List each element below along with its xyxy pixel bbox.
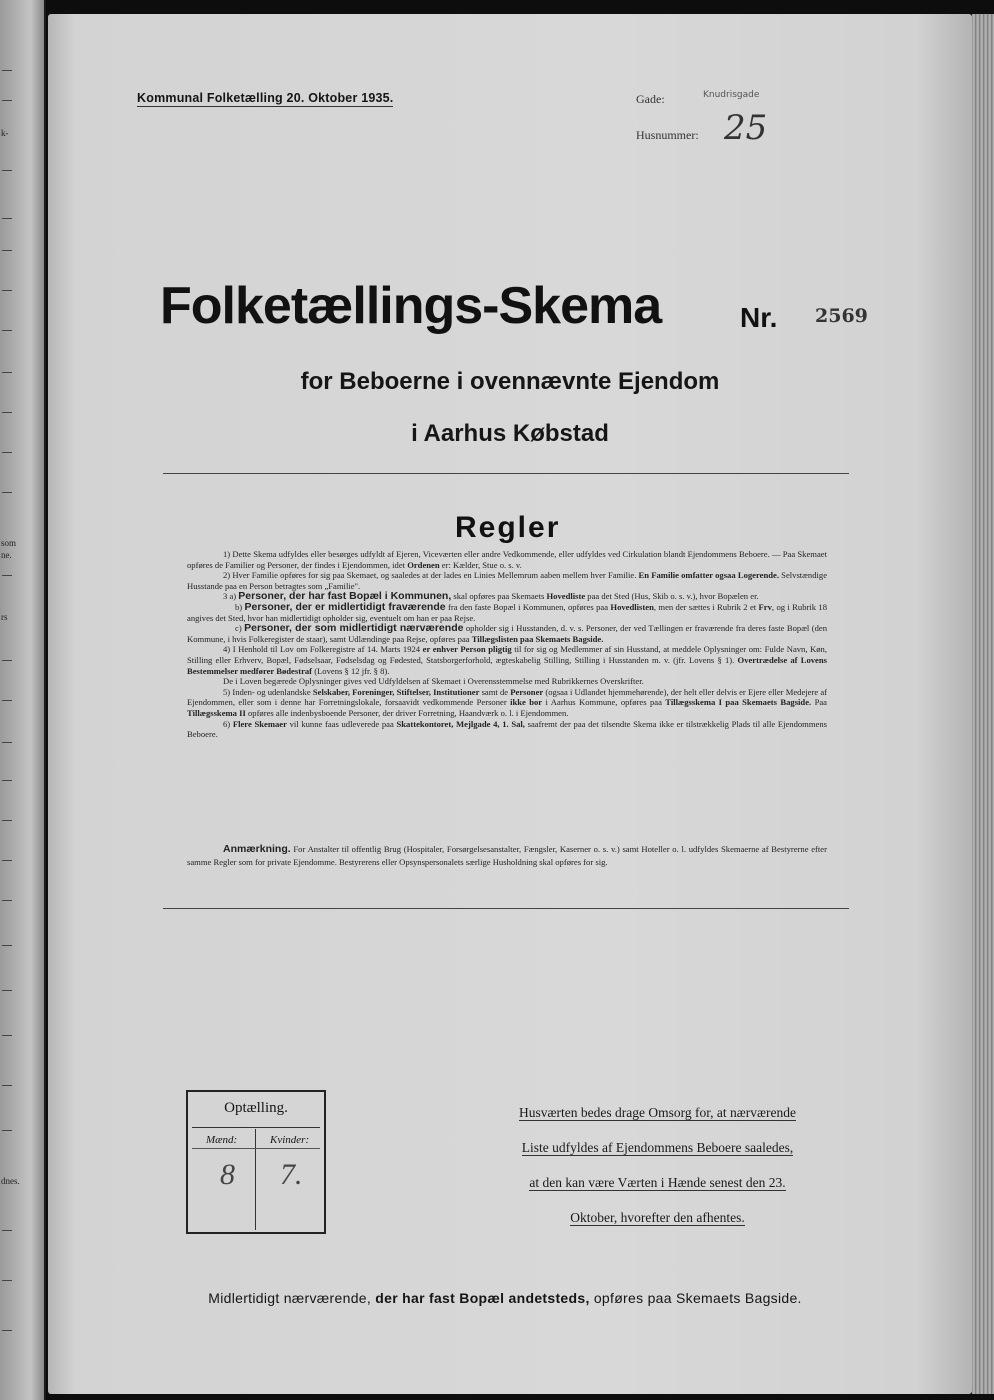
margin-rule bbox=[2, 1330, 12, 1331]
form-title: Folketællings-Skema bbox=[160, 277, 662, 335]
form-location: i Aarhus Købstad bbox=[411, 420, 609, 447]
tally-rule bbox=[192, 1127, 320, 1128]
stacked-page-edges bbox=[972, 14, 994, 1394]
rule-4-note: De i Loven begærede Oplysninger gives ved Udfyldelsen af Skemaet i Overensstemmelse med Rubrikkernes Overskrifter. bbox=[223, 676, 644, 687]
margin-rule bbox=[2, 945, 12, 946]
margin-rule bbox=[2, 218, 12, 219]
landlord-notice bbox=[480, 1095, 835, 1235]
house-number-handwritten: 25 bbox=[724, 108, 768, 148]
margin-rule bbox=[2, 70, 12, 71]
margin-rule bbox=[2, 860, 12, 861]
remark-label: Anmærkning. bbox=[223, 843, 291, 855]
tally-men-label: Mænd: bbox=[206, 1134, 238, 1146]
margin-rule bbox=[2, 1230, 12, 1231]
margin-rule bbox=[2, 452, 12, 453]
previous-page-edge bbox=[0, 0, 46, 1400]
margin-rule bbox=[2, 290, 12, 291]
margin-rule bbox=[2, 1130, 12, 1131]
margin-rule bbox=[2, 900, 12, 901]
tally-box bbox=[186, 1090, 326, 1234]
margin-rule bbox=[2, 1085, 12, 1086]
rule-2: 2) Hver Familie opføres for sig paa Skemaet, og saaledes at der lades en Linies Mellemrum aaben mellem hver Familie. En Familie omfatter ogsaa Logerende. Selvstændige Husstande paa en Person betragtes som „Familie". bbox=[187, 570, 828, 591]
rule-6: 6) Flere Skemaer vil kunne faas udleverede paa Skattekontoret, Mejlgade 4, 1. Sal, saafremt der paa det tilsendte Skema ikke er tilstrækkelig Plads til alle Ejendommens Beboere. bbox=[187, 718, 828, 740]
form-subtitle: for Beboerne i ovennævnte Ejendom bbox=[300, 368, 720, 395]
rule-5: 5) Inden- og udenlandske Selskaber, Foreninger, Stiftelser, Institutioner samt de Personer (ogsaa i Udlandet hjemmehørende), der helt eller delvis er Ejere eller Medejere af Ejendommen, eller som i denne har Forretningslokale, forsaavidt vedkommende Personer ikke bor i Aarhus Kommune, opføres paa Tillægsskema I paa Skemaets Bagside. Paa Tillægsskema II opføres alle indenbysboende Personer, der driver Forretning, Haandværk o. l. i Ejendommen. bbox=[187, 686, 827, 718]
margin-fragment: dnes. bbox=[1, 1176, 20, 1186]
census-date-label: Kommunal Folketælling 20. Oktober 1935. bbox=[137, 91, 394, 105]
form-number-label: Nr. bbox=[740, 302, 778, 333]
tally-column-divider bbox=[255, 1129, 256, 1230]
margin-rule bbox=[2, 990, 12, 991]
margin-rule bbox=[2, 820, 12, 821]
tally-women-label: Kvinder: bbox=[270, 1134, 310, 1146]
tally-rule bbox=[192, 1148, 320, 1149]
margin-rule bbox=[2, 170, 12, 171]
divider bbox=[163, 473, 849, 474]
margin-fragment: ne. bbox=[1, 550, 12, 560]
rules-heading: Regler bbox=[455, 511, 561, 544]
margin-fragment: k- bbox=[1, 128, 9, 138]
margin-rule bbox=[2, 412, 12, 413]
notice-line: at den kan være Værten i Hænde senest den 23. bbox=[529, 1175, 786, 1190]
notice-line: Liste udfyldes af Ejendommens Beboere saaledes, bbox=[521, 1140, 794, 1155]
margin-rule bbox=[2, 1280, 12, 1281]
divider bbox=[163, 908, 849, 909]
margin-rule bbox=[2, 742, 12, 743]
margin-rule bbox=[2, 1035, 12, 1036]
margin-rule bbox=[2, 372, 12, 373]
margin-rule bbox=[2, 330, 12, 331]
margin-rule bbox=[2, 250, 12, 251]
margin-rule bbox=[2, 660, 12, 661]
street-stamp: Knudrisgade bbox=[703, 90, 760, 100]
tally-title: Optælling. bbox=[224, 1100, 288, 1116]
margin-rule bbox=[2, 492, 12, 493]
rule-3a: 3 a) Personer, der har fast Bopæl i Kommunen, skal opføres paa Skemaets Hovedliste paa det Sted (Hus, Skib o. s. v.), hvor Bopælen er. bbox=[223, 590, 759, 603]
rule-4: 4) I Henhold til Lov om Folkeregistre af 14. Marts 1924 er enhver Person pligtig til for sig og Medlemmer af sin Husstand, at meddele Oplysninger om: Fulde Navn, Køn, Stilling eller Erhverv, Bopæl, Fødselsaar, Fødselsdag og Fødested, Statsborgerforhold, ægteskabelig Stilling, Stilling i Husstanden m. v. (jfr. Lovens § 1). Overtrædelse af Lovens Bestemmelser medfører Bødestraf (Lovens § 12 jfr. § 8). bbox=[187, 644, 827, 676]
rule-3c: c) Personer, der som midlertidigt nærværende opholder sig i Husstanden, d. v. s. Personer, der ved Tællingen er fraværende fra deres faste Bopæl (den Kommune, i hvis Folkeregister de staar), samt Udlændinge paa Rejse, opføres paa Tillægslisten paa Skemaets Bagside. bbox=[187, 622, 828, 644]
margin-fragment: rs bbox=[1, 612, 8, 622]
notice-line: Husværten bedes drage Omsorg for, at nærværende bbox=[518, 1105, 797, 1120]
margin-fragment: som bbox=[1, 538, 17, 548]
remark-text: Anmærkning. For Anstalter til offentlig Brug (Hospitaler, Forsørgelsesanstalter, Fængsler, Kaserner o. s. v.) samt Hoteller o. l. udfyldes Skemaerne af Bestyrerne efter samme Regler som for private Ejendomme. Bestyrerens eller Opsynspersonalets særlige Husholdning skal opføres for sig. bbox=[187, 843, 827, 867]
margin-rule bbox=[2, 780, 12, 781]
tally-men-value: 8 bbox=[220, 1158, 235, 1191]
margin-rule bbox=[2, 100, 12, 101]
margin-rule bbox=[2, 575, 12, 576]
street-label: Gade: bbox=[636, 92, 665, 106]
tally-women-value: 7. bbox=[280, 1158, 303, 1191]
rule-1: 1) Dette Skema udfyldes eller besørges udfyldt af Ejeren, Viceværten eller andre Vedkommende, eller udfyldes ved Cirkulation blandt Ejendommens Beboere. — Paa Skemaet opføres de Familier og Personer, der findes i Ejendommen, idet Ordenen er: Kælder, Stue o. s. v. bbox=[187, 549, 827, 570]
rule-3b: b) Personer, der er midlertidigt fraværende fra den faste Bopæl i Kommunen, opføres paa Hovedlisten, men der sættes i Rubrik 2 et Frv, og i Rubrik 18 angives det Sted, hvor han midlertidigt opholder sig, eventuelt om han er paa Rejse. bbox=[187, 600, 828, 623]
margin-rule bbox=[2, 700, 12, 701]
form-number-stamp: 2569 bbox=[815, 305, 868, 327]
footer-note: Midlertidigt nærværende, der har fast Bopæl andetsteds, opføres paa Skemaets Bagside. bbox=[208, 1290, 802, 1306]
rules-text bbox=[187, 549, 827, 740]
house-number-label: Husnummer: bbox=[636, 128, 699, 142]
notice-line: Oktober, hvorefter den afhentes. bbox=[570, 1210, 745, 1225]
